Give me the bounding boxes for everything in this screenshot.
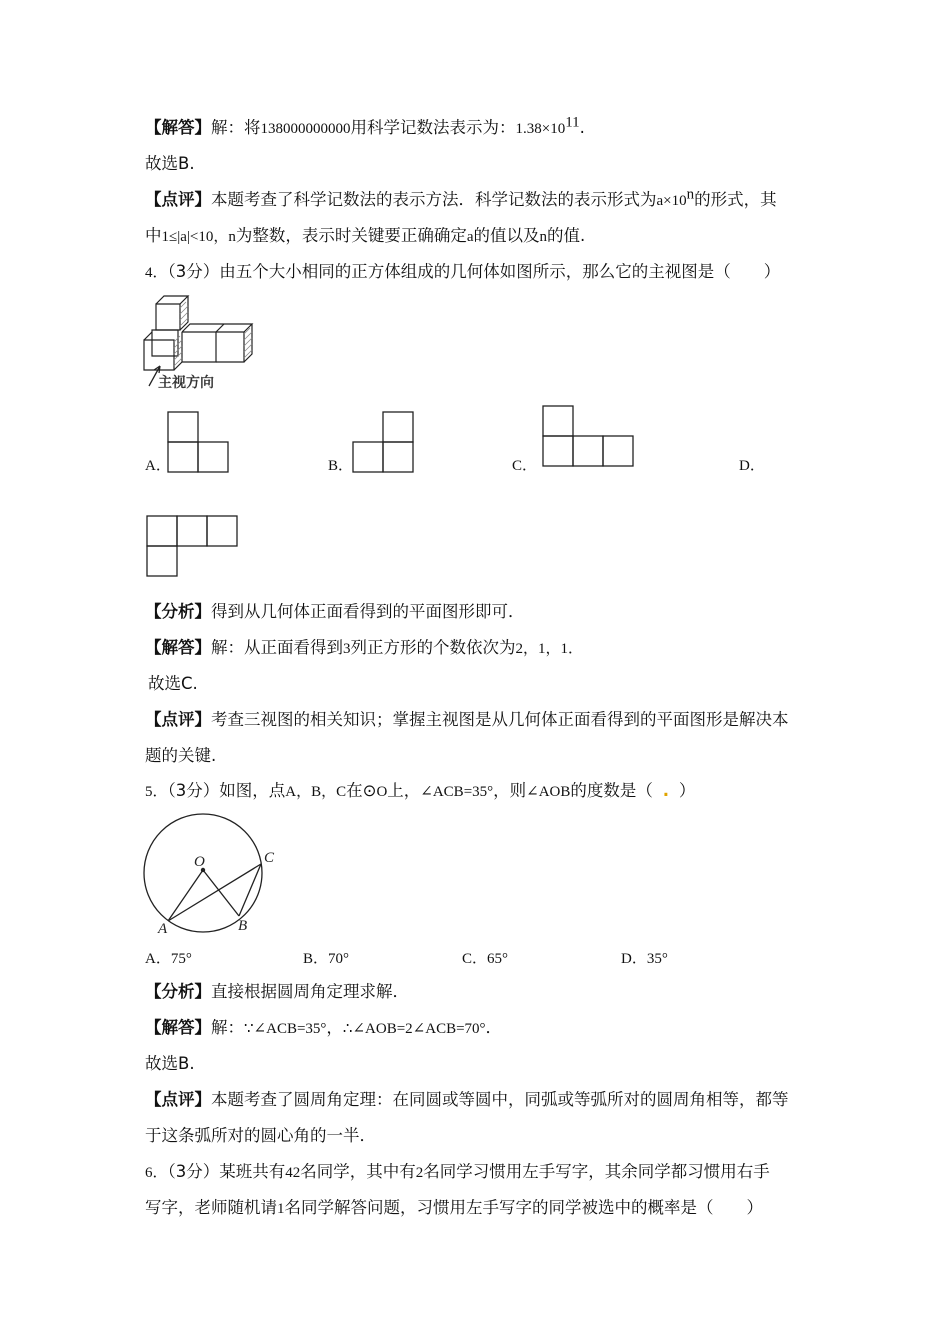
comment-label: 【点评】 — [145, 710, 211, 729]
comment-label: 【点评】 — [145, 1090, 211, 1109]
q4-analysis — [145, 600, 525, 624]
answer-text: 解： — [211, 1018, 244, 1037]
comment-text: 考查三视图的相关知识；掌握主视图是从几何体正面看得到的平面图形是解决本 — [211, 710, 789, 729]
analysis-label: 【分析】 — [145, 602, 211, 621]
yellow-dot-mark: . — [662, 781, 670, 800]
answer-values: 2，1，1． — [515, 641, 584, 657]
point-a-label: A — [158, 921, 168, 937]
answer-text: 解：将 — [211, 118, 261, 137]
question-number: 4． — [145, 265, 168, 281]
question-text: 如图，点 — [219, 781, 286, 800]
question-points-list: A，B，C — [285, 784, 347, 800]
comment-text: 本题考查了科学记数法的表示方法．科学记数法的表示形式为 — [211, 190, 657, 209]
q3-comment-line-1 — [145, 188, 777, 213]
question-text: 名同学，其中有 — [300, 1162, 416, 1181]
comment-text: 的值以及 — [473, 226, 540, 245]
q5-comment-line-2: 于这条弧所对的圆心角的一半． — [145, 1126, 376, 1145]
question-text: ，则 — [493, 781, 527, 800]
question-points: （3分） — [167, 262, 220, 281]
question-number-value: 1 — [277, 1201, 285, 1217]
q5-answer — [145, 1016, 502, 1041]
question-angle: ∠ACB=35° — [420, 784, 494, 800]
answer-blank — [653, 779, 679, 803]
q5-stem — [145, 779, 695, 804]
answer-label: 【解答】 — [145, 638, 211, 657]
comment-label: 【点评】 — [145, 190, 211, 209]
comment-math: a×10 — [656, 193, 687, 209]
analysis-text: 直接根据圆周角定理求解． — [211, 982, 409, 1001]
comment-math: n — [539, 229, 548, 245]
answer-text: ， — [326, 1018, 343, 1037]
q3-comment-line-2 — [145, 224, 585, 249]
question-text: 在⊙ — [346, 781, 377, 800]
q3-choice: 故选B. — [145, 154, 195, 173]
question-points: （3分） — [167, 781, 220, 800]
question-circle-name: O — [376, 784, 388, 800]
answer-value: 1.38×10 — [515, 121, 566, 137]
answer-label: 【解答】 — [145, 1018, 211, 1037]
answer-text: 用科学记数法表示为： — [350, 118, 516, 137]
comment-text: 本题考查了圆周角定理：在同圆或等圆中，同弧或等弧所对的圆周角相等，都等 — [211, 1090, 789, 1109]
answer-text: ． — [485, 1018, 503, 1037]
question-text: ） — [678, 781, 696, 800]
q4-option-c-label: C． — [512, 458, 538, 474]
question-number-value: 2 — [415, 1165, 424, 1181]
q4-answer — [145, 636, 583, 661]
answer-end: . — [579, 118, 585, 137]
point-b-label: B — [238, 918, 248, 934]
comment-exponent: n — [686, 186, 695, 203]
q5-circle-figure — [140, 812, 280, 936]
question-text: 名同学解答问题，习惯用左手写字的同学被选中的概率是（ ） — [284, 1198, 763, 1217]
q5-comment-line-1 — [145, 1088, 789, 1112]
question-points: （3分） — [167, 1162, 220, 1181]
q4-option-c-figure — [542, 404, 636, 468]
answer-exponent: 11 — [565, 114, 580, 131]
q4-comment-line-2: 题的关键. — [145, 746, 217, 765]
question-text: 某班共有 — [219, 1162, 286, 1181]
comment-text: 的值. — [547, 226, 586, 245]
question-number-value: 42 — [285, 1165, 301, 1181]
q5-option-b: B．70° — [303, 951, 350, 967]
q4-option-d-label: D． — [739, 458, 765, 474]
q4-option-b-label: B． — [328, 458, 354, 474]
q5-option-c: C．65° — [462, 951, 509, 967]
q4-option-a-figure — [167, 410, 229, 473]
comment-text: 的形式，其 — [694, 190, 777, 209]
question-text: 上， — [387, 781, 421, 800]
comment-text: 中 — [145, 226, 162, 245]
question-text: 名同学习惯用左手写字，其余同学都习惯用右手 — [423, 1162, 770, 1181]
point-o-label: O — [194, 854, 205, 870]
answer-label: 【解答】 — [145, 118, 211, 137]
question-text: 由五个大小相同的正方体组成的几何体如图所示，那么它的主视图是（ ） — [219, 262, 781, 281]
question-text: 的度数是（ — [570, 781, 653, 800]
analysis-text: 得到从几何体正面看得到的平面图形即可． — [211, 602, 525, 621]
point-c-label: C — [264, 850, 275, 866]
comment-math: a — [466, 229, 474, 245]
q4-choice: 故选C. — [148, 674, 198, 693]
answer-text: 解：从正面看得到 — [211, 638, 343, 657]
q6-stem-line-1 — [145, 1160, 770, 1185]
q3-answer-line — [145, 116, 585, 141]
answer-number: 3 — [343, 641, 351, 657]
analysis-label: 【分析】 — [145, 982, 211, 1001]
q4-stem — [145, 260, 780, 285]
q5-choice: 故选B. — [145, 1054, 195, 1073]
answer-text: 列正方形的个数依次为 — [350, 638, 516, 657]
q4-option-d-figure — [146, 514, 240, 578]
question-text: 写字，老师随机请 — [145, 1198, 277, 1217]
question-number: 5． — [145, 784, 168, 800]
answer-given: ∵∠ACB=35° — [244, 1021, 327, 1037]
comment-math: 1≤|a|<10，n — [161, 229, 236, 245]
q5-option-a: A．75° — [145, 951, 192, 967]
q4-option-b-figure — [352, 410, 414, 473]
q4-comment-line-1 — [145, 708, 789, 732]
q6-stem-line-2 — [145, 1196, 763, 1221]
question-target-angle: ∠AOB — [526, 784, 571, 800]
q5-option-d: D．35° — [621, 951, 668, 967]
comment-text: 为整数，表示时关键要正确确定 — [235, 226, 467, 245]
question-number: 6． — [145, 1165, 168, 1181]
answer-number: 138000000000 — [260, 121, 351, 137]
q4-option-a-label: A． — [145, 458, 171, 474]
answer-derivation: ∴∠AOB=2∠ACB=70° — [342, 1021, 486, 1037]
q5-analysis — [145, 980, 409, 1004]
figure-caption: 主视方向 — [158, 375, 214, 391]
